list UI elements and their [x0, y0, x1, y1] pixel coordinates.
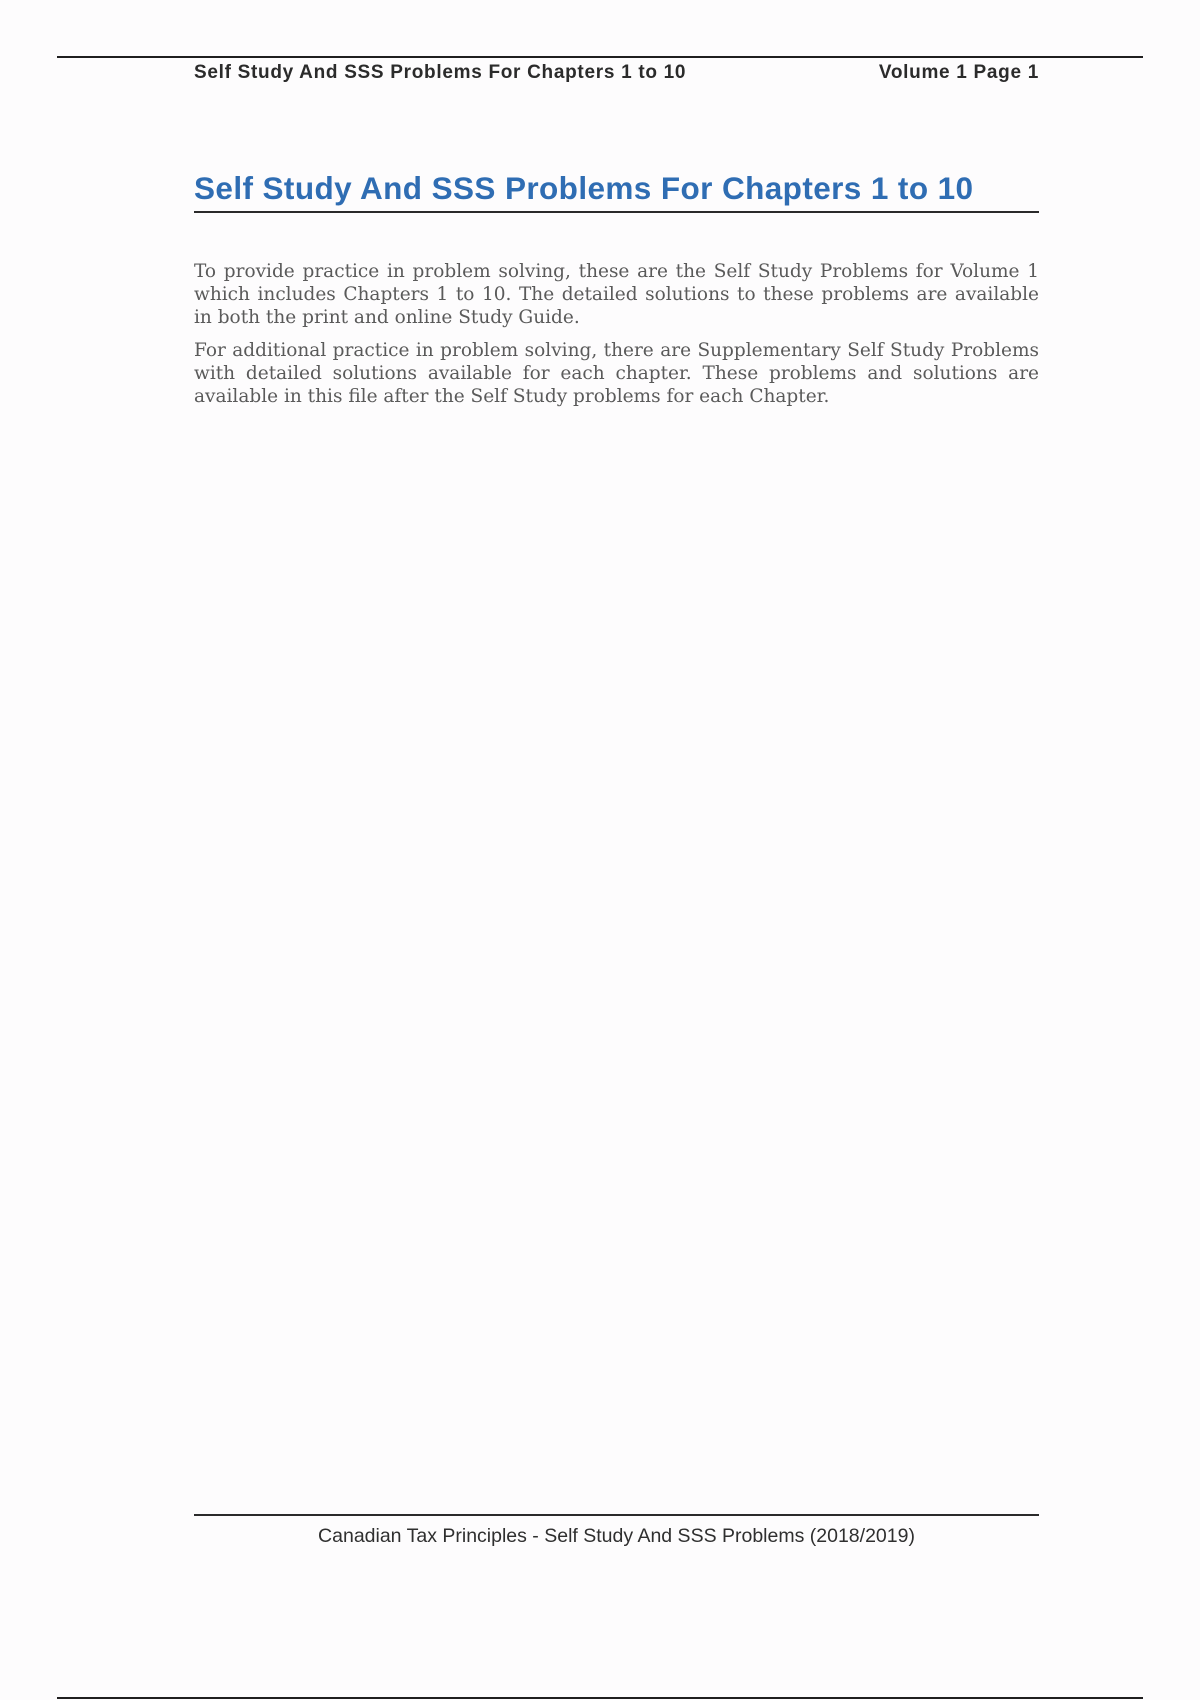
body-text	[194, 260, 1039, 418]
footer-text: Canadian Tax Principles - Self Study And SSS Problems (2018/2019)	[318, 1525, 915, 1547]
running-header-page-number: Volume 1 Page 1	[878, 62, 1039, 83]
running-header	[194, 60, 1039, 86]
page-title: Self Study And SSS Problems For Chapters 1 to 10	[194, 168, 1039, 213]
supplementary-paragraph: For additional practice in problem solving, there are Supplementary Self Study Problems with detailed solutions available for each chapter. These problems and solutions are available in this file after the Self Study problems for each Chapter.	[194, 340, 1039, 407]
bottom-rule	[57, 1697, 1143, 1699]
intro-paragraph: To provide practice in problem solving, these are the Self Study Problems for Volume 1 which includes Chapters 1 to 10. The detailed solutions to these problems are available in both the print and online Study Guide.	[194, 261, 1039, 328]
running-header-title: Self Study And SSS Problems For Chapters 1 to 10	[194, 62, 687, 83]
top-rule	[57, 56, 1143, 58]
footer-rule	[194, 1514, 1039, 1516]
